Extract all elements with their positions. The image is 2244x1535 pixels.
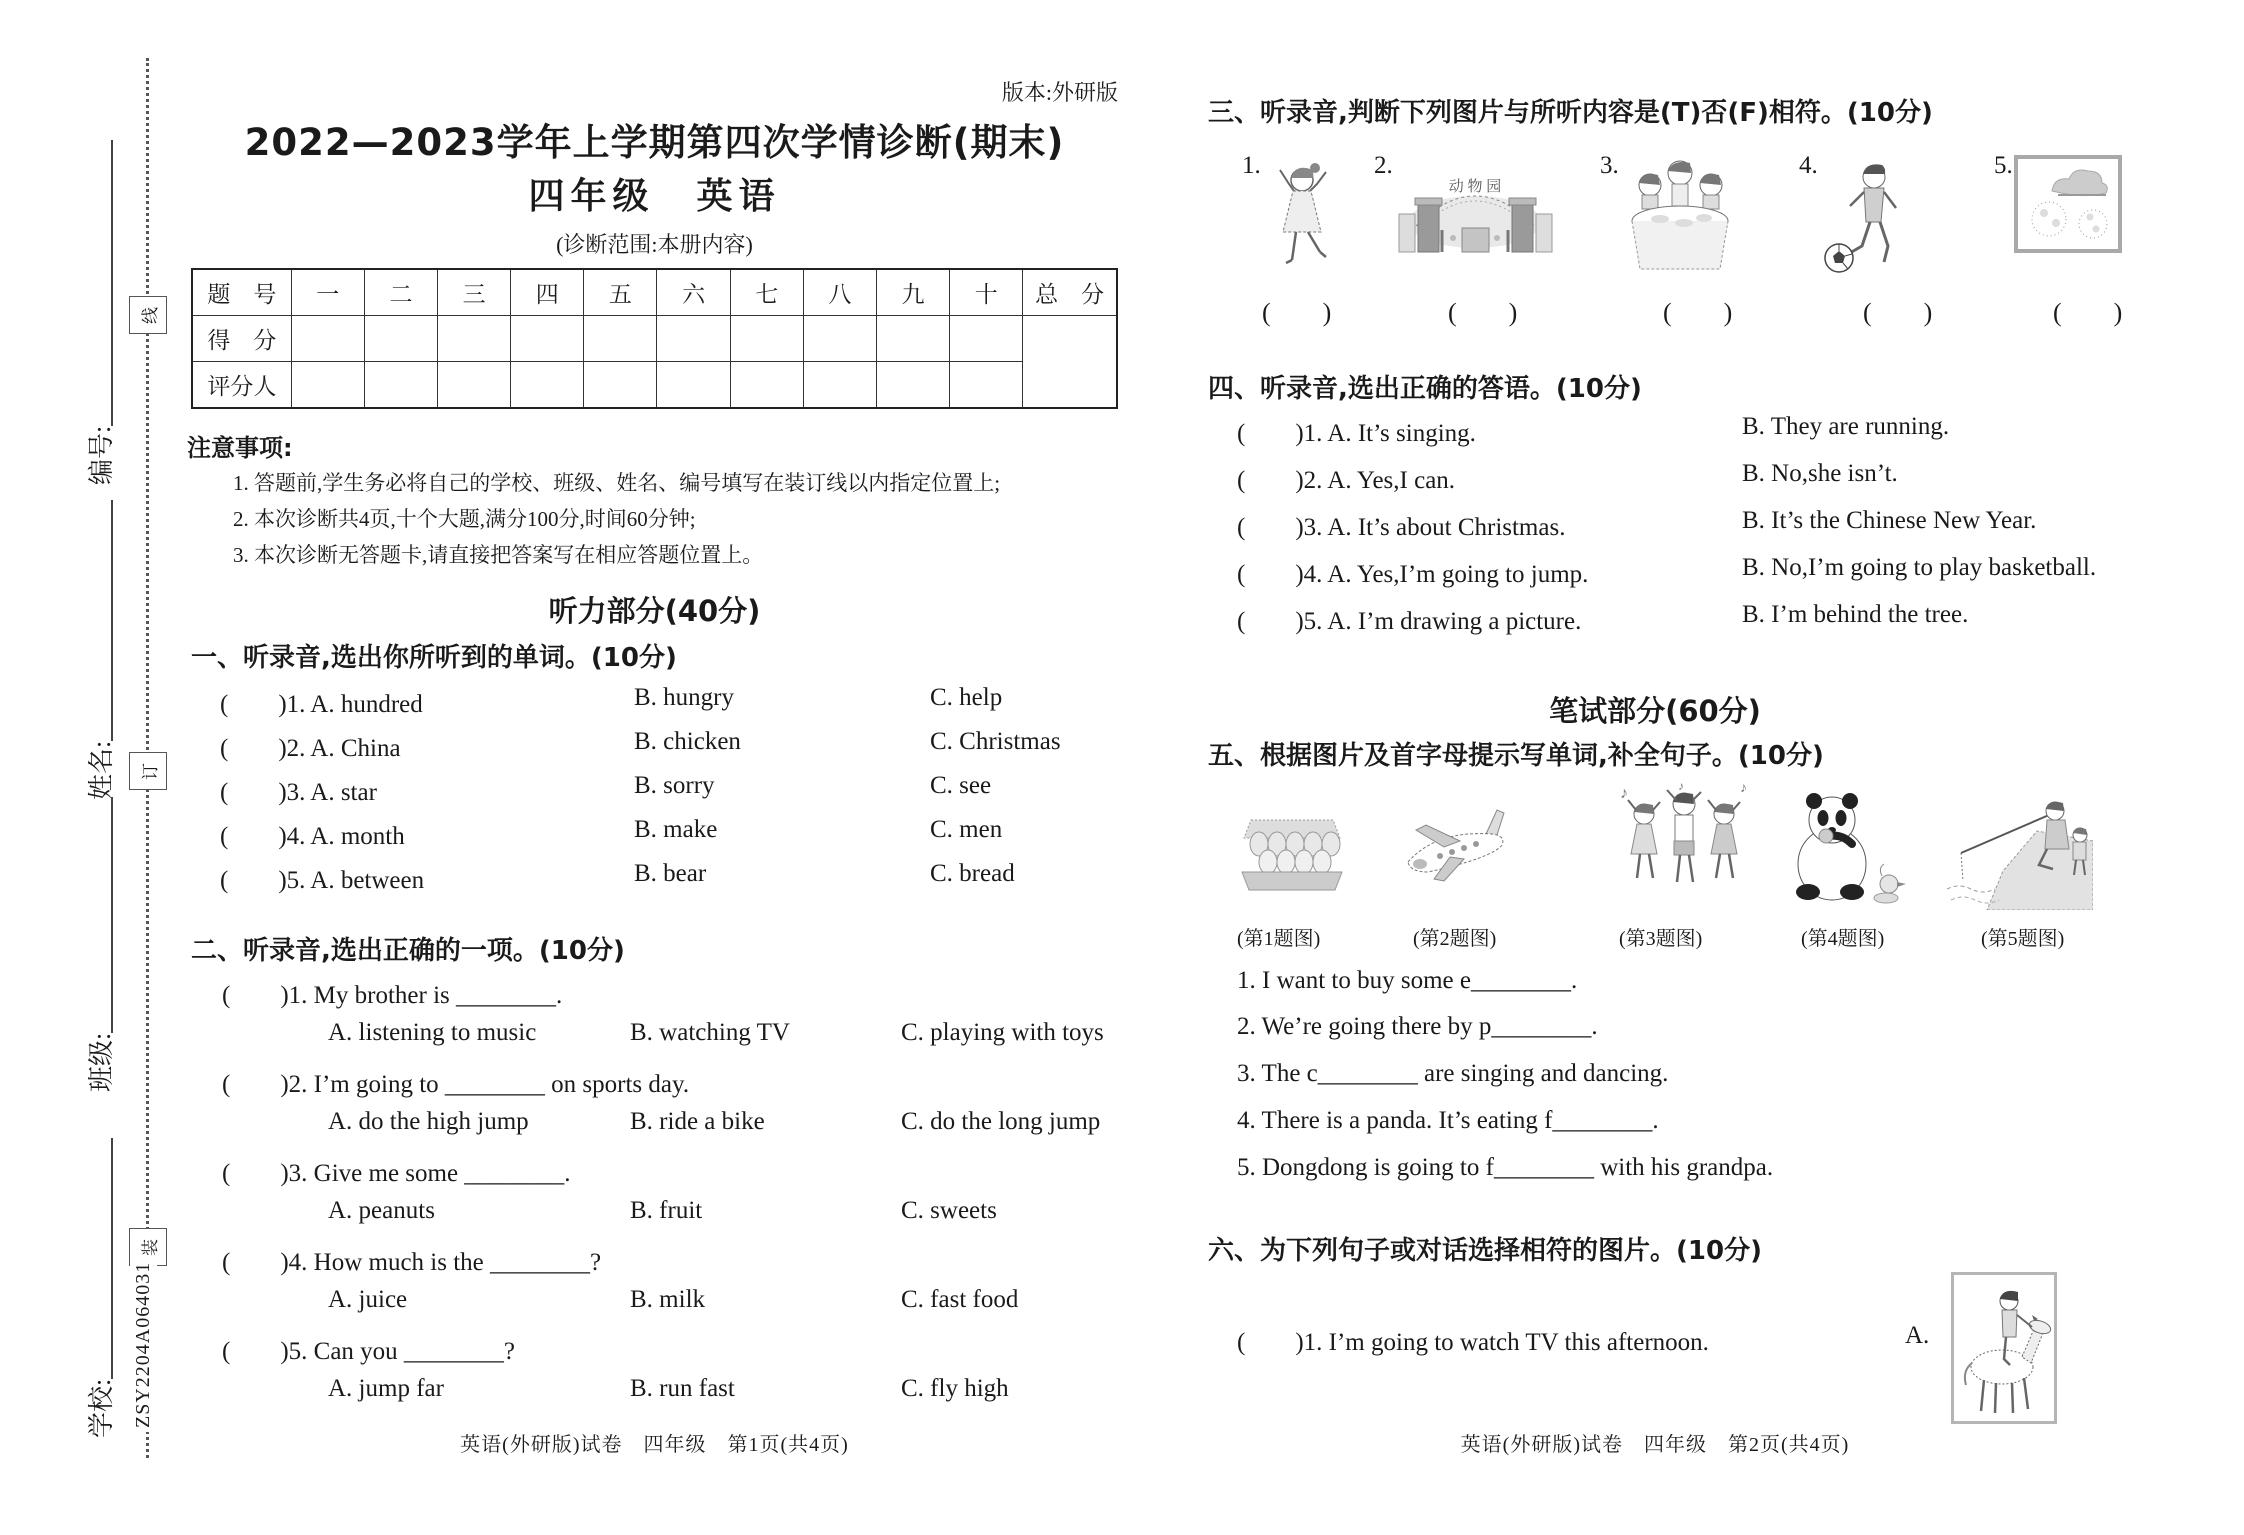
boy-kicking-football-illustration — [1818, 158, 1918, 278]
s1-5-a: ( )5. A. between — [220, 867, 425, 894]
section1-heading: 一、听录音,选出你所听到的单词。(10分) — [191, 643, 677, 673]
s5-caption-5: (第5题图) — [1981, 928, 2065, 950]
field-label: 编号: — [87, 425, 116, 485]
s1-5-c: C. bread — [930, 860, 1015, 887]
s1-3-c: C. see — [930, 772, 992, 799]
s4-row-3 — [1237, 507, 2197, 543]
s4-3-b: B. It’s the Chinese New Year. — [1742, 507, 2037, 534]
s2-4-c: C. fast food — [901, 1286, 1019, 1313]
s4-2-b: B. No,she isn’t. — [1742, 460, 1898, 487]
s1-2-c: C. Christmas — [930, 728, 1061, 755]
col-9: 九 — [876, 269, 949, 316]
s3-bracket-3: ( ) — [1663, 298, 1733, 327]
svg-text:♪: ♪ — [1740, 781, 1747, 796]
s3-num-3: 3. — [1600, 152, 1619, 179]
score-corner-cell: 题 号 — [192, 269, 291, 316]
section6-heading: 六、为下列句子或对话选择相符的图片。(10分) — [1208, 1236, 1762, 1266]
score-row-label: 得 分 — [192, 316, 291, 362]
field-label: 学校: — [87, 1378, 116, 1438]
s5-caption-3: (第3题图) — [1619, 928, 1703, 950]
s5-sentence-3: 3. The c________ are singing and dancing. — [1237, 1060, 1669, 1087]
fill-in-line — [111, 500, 113, 741]
fill-in-line — [111, 797, 113, 1033]
score-row — [192, 316, 1117, 362]
col-3: 三 — [438, 269, 511, 316]
zoo-sign-text: 动 物 园 — [1448, 179, 1502, 195]
s1-2-a: ( )2. A. China — [220, 735, 401, 762]
binding-char-zhuang: 装 — [129, 1228, 167, 1266]
col-5: 五 — [584, 269, 657, 316]
paper-code: ZSY2204A064031 — [130, 1258, 157, 1432]
s2-1-a: A. listening to music — [328, 1019, 537, 1046]
s1-3-b: B. sorry — [634, 772, 715, 799]
panda-eating-illustration — [1786, 784, 1914, 910]
s2-stem-5: ( )5. Can you ________? — [222, 1338, 516, 1365]
s3-bracket-1: ( ) — [1262, 298, 1332, 327]
s4-5-a: ( )5. A. I’m drawing a picture. — [1237, 608, 1582, 635]
grader-row — [192, 362, 1117, 409]
field-student-name — [82, 500, 118, 800]
s5-caption-1: (第1题图) — [1237, 928, 1321, 950]
s3-num-2: 2. — [1374, 152, 1393, 179]
s2-5-c: C. fly high — [901, 1375, 1009, 1402]
s1-4-a: ( )4. A. month — [220, 823, 405, 850]
scope-note: (诊断范围:本册内容) — [556, 232, 753, 257]
notice-item-2: 2. 本次诊断共4页,十个大题,满分100分,时间60分钟; — [233, 507, 696, 531]
section2-heading: 二、听录音,选出正确的一项。(10分) — [191, 936, 625, 966]
s4-row-2 — [1237, 460, 2197, 496]
svg-text:♪: ♪ — [1678, 779, 1684, 793]
s4-row-5 — [1237, 601, 2197, 637]
s5-sentence-5: 5. Dongdong is going to f________ with his grandpa. — [1237, 1154, 1774, 1181]
page-subtitle: 四年级 英语 — [528, 176, 781, 217]
col-10: 十 — [950, 269, 1023, 316]
s5-sentence-1: 1. I want to buy some e________. — [1237, 967, 1578, 994]
footer-page-2: 英语(外研版)试卷 四年级 第2页(共4页) — [1460, 1434, 1850, 1456]
field-student-number — [82, 140, 118, 485]
fill-in-line — [111, 1138, 113, 1379]
s2-opts-3 — [222, 1197, 1142, 1233]
s2-opts-2 — [222, 1108, 1142, 1144]
s4-1-a: ( )1. A. It’s singing. — [1237, 420, 1476, 447]
s4-4-b: B. No,I’m going to play basketball. — [1742, 554, 2097, 581]
s2-opts-1 — [222, 1019, 1142, 1055]
s6-option-a-label: A. — [1905, 1322, 1930, 1349]
score-table — [191, 268, 1118, 409]
s2-opts-4 — [222, 1286, 1142, 1322]
score-table-header-row — [192, 269, 1117, 316]
s3-bracket-2: ( ) — [1448, 298, 1518, 327]
s2-3-c: C. sweets — [901, 1197, 997, 1224]
grader-row-label: 评分人 — [192, 362, 291, 409]
notice-item-3: 3. 本次诊断无答题卡,请直接把答案写在相应答题位置上。 — [233, 543, 764, 567]
s4-2-a: ( )2. A. Yes,I can. — [1237, 467, 1456, 494]
s1-4-c: C. men — [930, 816, 1003, 843]
s2-stem-4: ( )4. How much is the ________? — [222, 1249, 602, 1276]
fishing-illustration — [1945, 773, 2093, 910]
version-label: 版本:外研版 — [1001, 80, 1118, 105]
s1-3-a: ( )3. A. star — [220, 779, 377, 806]
s1-5-b: B. bear — [634, 860, 707, 887]
svg-text:♪: ♪ — [1620, 785, 1628, 802]
s1-row-2 — [220, 728, 1140, 764]
notices-title: 注意事项: — [187, 434, 293, 462]
horse-riding-illustration — [1954, 1275, 2054, 1421]
col-6: 六 — [657, 269, 730, 316]
s2-3-a: A. peanuts — [328, 1197, 435, 1224]
s1-row-4 — [220, 816, 1140, 852]
s1-1-a: ( )1. A. hundred — [220, 691, 423, 718]
s4-3-a: ( )3. A. It’s about Christmas. — [1237, 514, 1566, 541]
col-4: 四 — [511, 269, 584, 316]
zoo-gate-illustration — [1398, 164, 1553, 258]
s4-5-b: B. I’m behind the tree. — [1742, 601, 1969, 628]
col-1: 一 — [291, 269, 364, 316]
col-8: 八 — [803, 269, 876, 316]
s3-num-4: 4. — [1799, 152, 1818, 179]
total-score-cell — [1023, 316, 1117, 409]
s2-3-b: B. fruit — [630, 1197, 703, 1224]
s6-item-1: ( )1. I’m going to watch TV this afternoon. — [1237, 1329, 1709, 1356]
field-school — [82, 1138, 118, 1438]
s2-2-a: A. do the high jump — [328, 1108, 529, 1135]
dancing-children-illustration — [1612, 778, 1757, 902]
field-label: 姓名: — [87, 740, 116, 800]
s1-2-b: B. chicken — [634, 728, 741, 755]
s2-5-a: A. jump far — [328, 1375, 444, 1402]
page-title: 2022—2023学年上学期第四次学情诊断(期末) — [244, 121, 1065, 164]
dancing-girl-illustration — [1262, 158, 1342, 278]
s1-1-b: B. hungry — [634, 684, 734, 711]
s1-row-3 — [220, 772, 1140, 808]
s2-stem-3: ( )3. Give me some ________. — [222, 1160, 571, 1187]
s2-4-b: B. milk — [630, 1286, 706, 1313]
s1-row-1 — [220, 684, 1140, 720]
footer-page-1: 英语(外研版)试卷 四年级 第1页(共4页) — [460, 1434, 849, 1456]
field-label: 班级: — [87, 1032, 116, 1092]
airplane-illustration — [1398, 800, 1510, 892]
s4-4-a: ( )4. A. Yes,I’m going to jump. — [1237, 561, 1589, 588]
listening-part-title: 听力部分(40分) — [548, 594, 761, 628]
notice-item-1: 1. 答题前,学生务必将自己的学校、班级、姓名、编号填写在装订线以内指定位置上; — [233, 471, 1001, 495]
s2-stem-2: ( )2. I’m going to ________ on sports day. — [222, 1071, 690, 1098]
col-total: 总 分 — [1023, 269, 1117, 316]
s2-1-b: B. watching TV — [630, 1019, 790, 1046]
s2-2-c: C. do the long jump — [901, 1108, 1101, 1135]
section3-heading: 三、听录音,判断下列图片与所听内容是(T)否(F)相符。(10分) — [1208, 98, 1933, 128]
s3-num-5: 5. — [1994, 152, 2013, 179]
col-7: 七 — [730, 269, 803, 316]
s4-row-1 — [1237, 413, 2197, 449]
s5-sentence-2: 2. We’re going there by p________. — [1237, 1013, 1598, 1040]
fill-in-line — [111, 140, 113, 426]
s2-4-a: A. juice — [328, 1286, 408, 1313]
s5-caption-2: (第2题图) — [1413, 928, 1497, 950]
s4-1-b: B. They are running. — [1742, 413, 1950, 440]
children-at-table-illustration — [1618, 153, 1743, 277]
section4-heading: 四、听录音,选出正确的答语。(10分) — [1208, 374, 1642, 404]
binding-char-xian: 线 — [129, 296, 167, 334]
written-part-title: 笔试部分(60分) — [1549, 694, 1761, 728]
eggs-illustration — [1237, 806, 1347, 894]
s1-4-b: B. make — [634, 816, 718, 843]
binding-char-ding: 订 — [129, 752, 167, 790]
s4-row-4 — [1237, 554, 2197, 590]
s2-5-b: B. run fast — [630, 1375, 735, 1402]
s5-caption-4: (第4题图) — [1801, 928, 1885, 950]
s3-num-1: 1. — [1242, 152, 1261, 179]
s2-1-c: C. playing with toys — [901, 1019, 1104, 1046]
s3-bracket-5: ( ) — [2053, 298, 2123, 327]
s2-opts-5 — [222, 1375, 1142, 1411]
s1-row-5 — [220, 860, 1140, 896]
field-class — [82, 797, 118, 1092]
s3-bracket-4: ( ) — [1863, 298, 1933, 327]
col-2: 二 — [364, 269, 437, 316]
s1-1-c: C. help — [930, 684, 1003, 711]
rainy-picture-illustration — [2014, 155, 2122, 253]
s2-2-b: B. ride a bike — [630, 1108, 765, 1135]
s5-sentence-4: 4. There is a panda. It’s eating f________. — [1237, 1107, 1659, 1134]
s2-stem-1: ( )1. My brother is ________. — [222, 982, 563, 1009]
horse-riding-picture-frame — [1951, 1272, 2057, 1424]
section5-heading: 五、根据图片及首字母提示写单词,补全句子。(10分) — [1208, 741, 1824, 771]
